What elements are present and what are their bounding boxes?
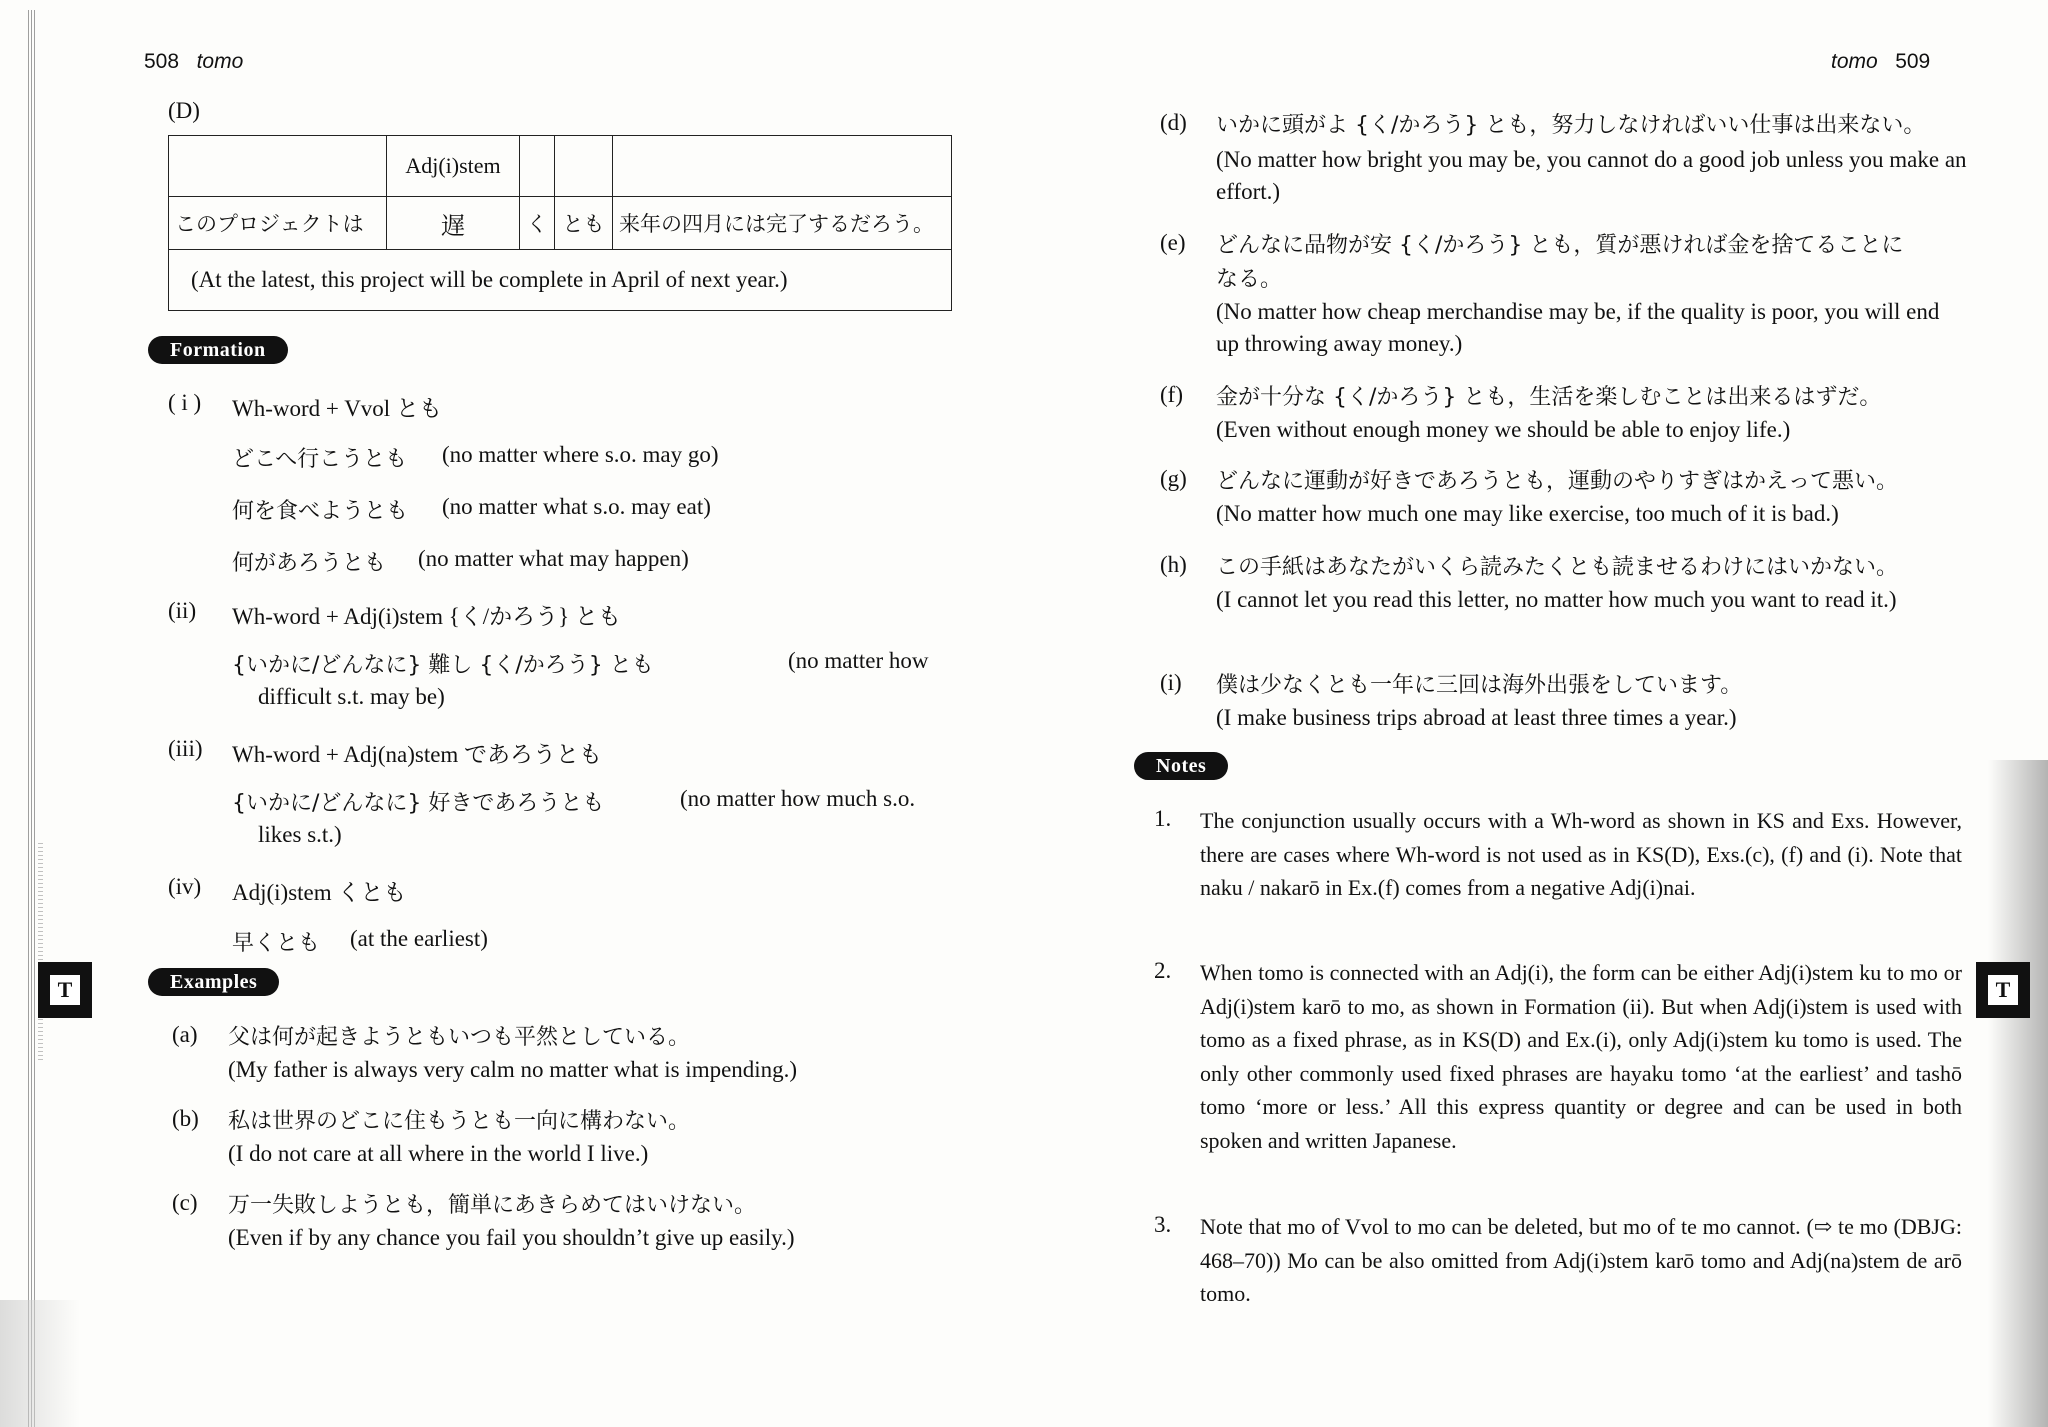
- formation-item-en: difficult s.t. may be): [258, 684, 445, 709]
- example-label: (a): [172, 1022, 198, 1047]
- example-jp-cont: なる。: [1216, 267, 1283, 292]
- formation-item-jp: どこへ行こうとも: [232, 447, 408, 472]
- notes-badge: Notes: [1134, 752, 1228, 780]
- page-edge: [38, 840, 43, 1060]
- running-header-right: [1831, 50, 1930, 74]
- right-page: [1024, 0, 2048, 1427]
- formation-num: ( i ): [168, 390, 202, 415]
- formation-item-en: (no matter what s.o. may eat): [442, 494, 711, 519]
- formation-item-jp: {いかに/どんなに} 好きであろうとも: [232, 791, 605, 816]
- example-jp: 僕は少なくとも一年に三回は海外出張をしています。: [1216, 673, 1743, 698]
- page-edge: [28, 10, 36, 1427]
- example-en: (I do not care at all where in the world I live.): [228, 1141, 649, 1166]
- note-number: 2.: [1154, 958, 1172, 983]
- example-jp: 金が十分な {く/かろう} とも，生活を楽しむことは出来るはずだ。: [1216, 385, 1882, 410]
- formation-item-jp: 何があろうとも: [232, 551, 387, 576]
- note-number: 1.: [1154, 806, 1172, 831]
- example-label: (b): [172, 1106, 199, 1131]
- section-tab-left: [38, 962, 92, 1018]
- note-text: Note that mo of Vvol to mo can be deleted, but mo of te mo cannot. (⇨ te mo (DBJG: 468–70)) Mo can be also omitted from Adj(i)stem karō tomo and Adj(na)stem de arō tomo.: [1200, 1214, 1962, 1306]
- section-tab-right: [1976, 962, 2030, 1018]
- table-cell-empty: [169, 136, 387, 197]
- example-jp: どんなに運動が好きであろうとも，運動のやりすぎはかえって悪い。: [1216, 469, 1899, 494]
- example-en: (No matter how much one may like exercise, too much of it is bad.): [1216, 501, 1839, 526]
- note-text: When tomo is connected with an Adj(i), the form can be either Adj(i)stem ku to mo or Adj(i)stem karō to mo, as shown in Formation (ii). But when Adj(i)stem is used with tomo as a fixed phrase, as in KS(D) and Ex.(i), only Adj(i)stem ku tomo is used. The only other commonly used fixed phrases are hayaku tomo ‘at the earliest’ and tashō tomo ‘more or less.’ All this express quantity or degree and can be used in both spoken and written Japanese.: [1200, 960, 1962, 1153]
- formation-item-en: (no matter what may happen): [418, 546, 689, 571]
- running-head: tomo: [196, 50, 244, 73]
- table-english: (At the latest, this project will be complete in April of next year.): [169, 250, 952, 311]
- example-label: (e): [1160, 230, 1186, 255]
- example-label: (h): [1160, 552, 1187, 577]
- key-sentence-table: [168, 135, 952, 311]
- example-jp: いかに頭がよ {く/かろう} とも，努力しなければいい仕事は出来ない。: [1216, 113, 1926, 138]
- formation-item-jp: 何を食べようとも: [232, 499, 409, 524]
- formation-item-en: likes s.t.): [258, 822, 342, 847]
- example-en: (Even without enough money we should be able to enjoy life.): [1216, 417, 1791, 442]
- table-cell-empty: [520, 136, 555, 197]
- ks-label: (D): [168, 98, 200, 123]
- note-number: 3.: [1154, 1212, 1172, 1237]
- note-text: The conjunction usually occurs with a Wh-word as shown in KS and Exs. However, there are cases where Wh-word is not used as in KS(D), Exs.(c), (f) and (i). Note that naku / nakarō in Ex.(f) comes from a negative Adj(i)nai.: [1200, 808, 1962, 900]
- formation-num: (iv): [168, 874, 202, 899]
- table-tomo: とも: [555, 197, 613, 250]
- examples-badge: Examples: [148, 968, 279, 996]
- example-en: (No matter how cheap merchandise may be, if the quality is poor, you will end up throwing away money.): [1216, 299, 1940, 356]
- formation-head: Wh-word + Adj(na)stem であろうとも: [232, 742, 603, 767]
- table-cell-empty: [613, 136, 952, 197]
- formation-num: (iii): [168, 736, 203, 761]
- formation-item-en: (no matter how: [788, 648, 929, 673]
- page-number: 509: [1895, 50, 1931, 73]
- page-edge: [1988, 760, 2048, 1427]
- formation-item-en: (no matter how much s.o.: [680, 786, 916, 811]
- example-en: (I cannot let you read this letter, no matter how much you want to read it.): [1216, 587, 1897, 612]
- example-en: (I make business trips abroad at least three times a year.): [1216, 705, 1737, 730]
- table-stem: 遅: [387, 197, 520, 250]
- example-label: (d): [1160, 110, 1187, 135]
- formation-head: Adj(i)stem くとも: [232, 880, 407, 905]
- example-jp: この手紙はあなたがいくら読みたくとも読ませるわけにはいかない。: [1216, 555, 1899, 580]
- formation-num: (ii): [168, 598, 197, 623]
- table-cell-empty: [555, 136, 613, 197]
- example-label: (g): [1160, 466, 1187, 491]
- example-jp: 万一失敗しようとも，簡単にあきらめてはいけない。: [228, 1193, 757, 1218]
- example-en: (No matter how bright you may be, you cannot do a good job unless you make an effort.): [1216, 147, 1967, 204]
- example-jp: 父は何が起きようともいつも平然としている。: [228, 1025, 691, 1050]
- running-head: tomo: [1831, 50, 1878, 73]
- tab-letter: T: [50, 975, 80, 1005]
- table-rest: 来年の四月には完了するだろう。: [613, 197, 952, 250]
- formation-badge: Formation: [148, 336, 288, 364]
- example-jp: 私は世界のどこに住もうとも一向に構わない。: [228, 1109, 691, 1134]
- table-header-adj: Adj(i)stem: [387, 136, 520, 197]
- formation-item-en: (at the earliest): [350, 926, 488, 951]
- formation-item-jp: 早くとも: [232, 931, 321, 956]
- page-shadow: [0, 1300, 80, 1427]
- running-header-left: [144, 50, 243, 74]
- example-en: (My father is always very calm no matter what is impending.): [228, 1057, 798, 1082]
- formation-item-jp: {いかに/どんなに} 難し {く/かろう} とも: [232, 653, 654, 678]
- formation-head: Wh-word + Vvol とも: [232, 396, 442, 421]
- tab-letter: T: [1988, 975, 2018, 1005]
- example-label: (c): [172, 1190, 198, 1215]
- example-en: (Even if by any chance you fail you shouldn’t give up easily.): [228, 1225, 795, 1250]
- example-jp: どんなに品物が安 {く/かろう} とも，質が悪ければ金を捨てることに: [1216, 233, 1904, 258]
- table-subject: このプロジェクトは: [169, 197, 387, 250]
- formation-head: Wh-word + Adj(i)stem {く/かろう} とも: [232, 604, 621, 629]
- formation-item-en: (no matter where s.o. may go): [442, 442, 719, 467]
- table-ku: く: [520, 197, 555, 250]
- example-label: (f): [1160, 382, 1183, 407]
- page-number: 508: [144, 50, 180, 73]
- example-label: (i): [1160, 670, 1182, 695]
